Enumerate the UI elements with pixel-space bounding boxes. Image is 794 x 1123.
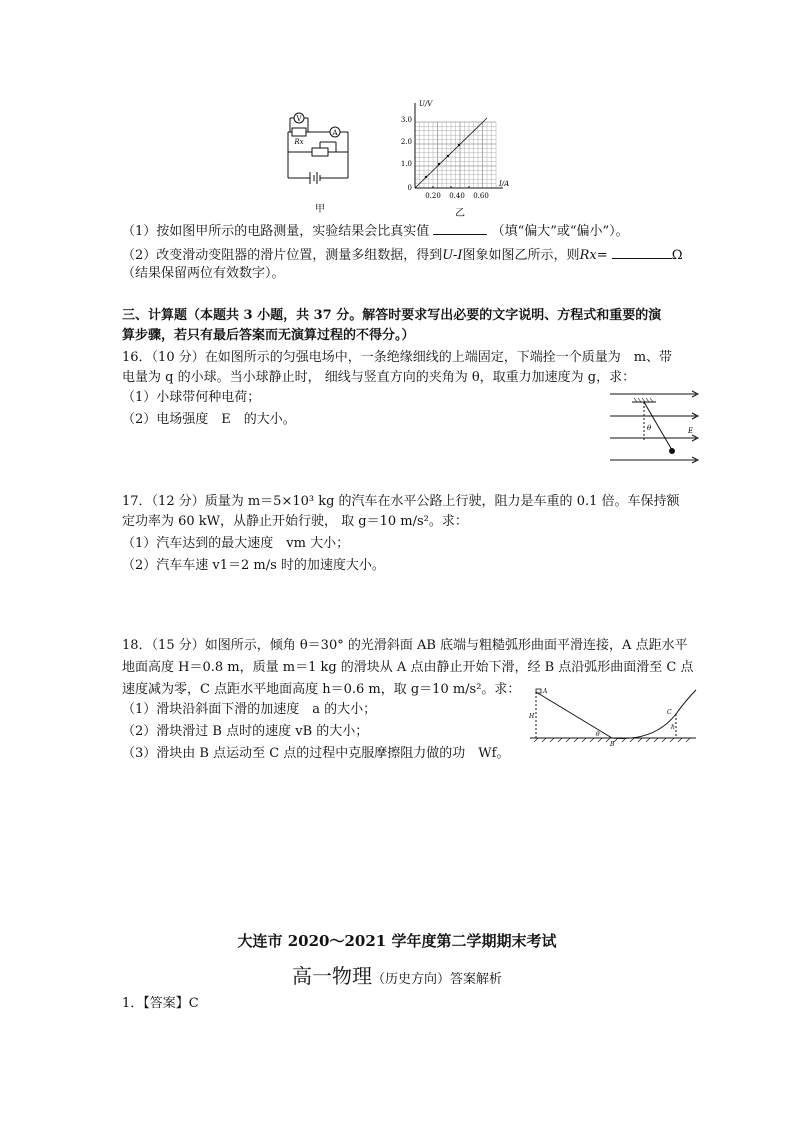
q15-part1: （1）按如图甲所示的电路测量，实验结果会比真实值 （填“偏大”或“偏小”）。 bbox=[122, 224, 629, 239]
y-tick: 0 bbox=[407, 184, 412, 192]
figure-yi-caption: 乙 bbox=[455, 208, 465, 219]
x-tick: 0.60 bbox=[473, 192, 489, 200]
q16-line: （1）小球带何种电荷； bbox=[122, 390, 261, 405]
theta-label: θ bbox=[647, 424, 652, 432]
rx-label: Rx bbox=[294, 138, 304, 146]
height-h-label: h bbox=[671, 724, 675, 731]
q17-line: （1）汽车达到的最大速度 vm 大小； bbox=[122, 536, 350, 551]
y-tick: 3.0 bbox=[400, 116, 412, 124]
point-a-label: A bbox=[543, 688, 548, 695]
q18-line: 18．（15 分）如图所示，倾角 θ＝30° 的光滑斜面 AB 底端与粗糙弧形曲面平滑连接，A 点距水平 bbox=[122, 638, 688, 653]
answer-subtitle: 高一物理（历史方向）答案解析 bbox=[291, 964, 502, 988]
y-axis-label: U/V bbox=[419, 100, 433, 108]
electric-field-figure bbox=[610, 386, 702, 466]
q17-line: 定功率为 60 kW，从静止开始行驶， 取 g＝10 m/s²。求： bbox=[122, 514, 468, 529]
answer-blank[interactable] bbox=[433, 222, 487, 235]
q18-line: 速度减为零，C 点距水平地面高度 h＝0.6 m，取 g＝10 m/s²。求： bbox=[122, 682, 521, 697]
q17-line: （2）汽车车速 v1＝2 m/s 时的加速度大小。 bbox=[122, 558, 385, 573]
q15-part2-note: （结果保留两位有效数字）。 bbox=[122, 266, 285, 281]
q16-line: （2）电场强度 E 的大小。 bbox=[122, 412, 296, 427]
figure-jia-caption: 甲 bbox=[315, 204, 325, 215]
point-c-label: C bbox=[667, 709, 672, 716]
q18-line: 地面高度 H＝0.8 m，质量 m＝1 kg 的滑块从 A 点由静止开始下滑，经 B 点沿弧形曲面滑至 C 点 bbox=[122, 660, 694, 675]
x-tick: 0.40 bbox=[449, 192, 465, 200]
q18-line: （3）滑块由 B 点运动至 C 点的过程中克服摩擦阻力做的功 Wf。 bbox=[122, 746, 510, 761]
x-tick: 0.20 bbox=[425, 192, 441, 200]
angle-theta-label: θ bbox=[596, 731, 600, 738]
circuit-diagram-jia bbox=[278, 108, 358, 188]
x-axis-label: I/A bbox=[499, 180, 510, 188]
voltmeter-label: V bbox=[296, 115, 302, 123]
section3-heading-1: 三、计算题（本题共 3 小题，共 37 分。解答时要求写出必要的文字说明、方程式和重要的演 bbox=[122, 308, 662, 323]
section3-heading-2: 算步骤，若只有最后答案而无演算过程的不得分。） bbox=[122, 328, 415, 343]
slope-curve-figure bbox=[526, 684, 701, 746]
ui-graph-yi bbox=[395, 98, 515, 204]
field-label: E bbox=[688, 427, 694, 435]
height-H-label: H bbox=[529, 713, 535, 720]
ammeter-label: A bbox=[332, 129, 338, 137]
q17-line: 17．（12 分）质量为 m＝5×10³ kg 的汽车在水平公路上行驶，阻力是车重的 0.1 倍。车保持额 bbox=[122, 494, 680, 509]
q16-line: 电量为 q 的小球。当小球静止时， 细线与竖直方向的夹角为 θ，取重力加速度为 g，求： bbox=[122, 370, 636, 385]
y-tick: 2.0 bbox=[400, 138, 412, 146]
q18-line: （1）滑块沿斜面下滑的加速度 a 的大小； bbox=[122, 702, 377, 717]
q15-part2: （2）改变滑动变阻器的滑片位置，测量多组数据，得到U-I图象如图乙所示，则Rx= Ω bbox=[122, 248, 683, 263]
q16-line: 16．（10 分）在如图所示的匀强电场中，一条绝缘细线的上端固定，下端拴一个质量为 m、带 bbox=[122, 350, 673, 365]
q18-line: （2）滑块滑过 B 点时的速度 vB 的大小； bbox=[122, 724, 369, 739]
answer-1: 1．【答案】C bbox=[122, 996, 199, 1011]
answer-blank[interactable] bbox=[612, 246, 672, 259]
answer-title: 大连市 2020～2021 学年度第二学期期末考试 bbox=[237, 932, 557, 950]
y-tick: 1.0 bbox=[400, 160, 412, 168]
point-b-label: B bbox=[610, 741, 615, 746]
